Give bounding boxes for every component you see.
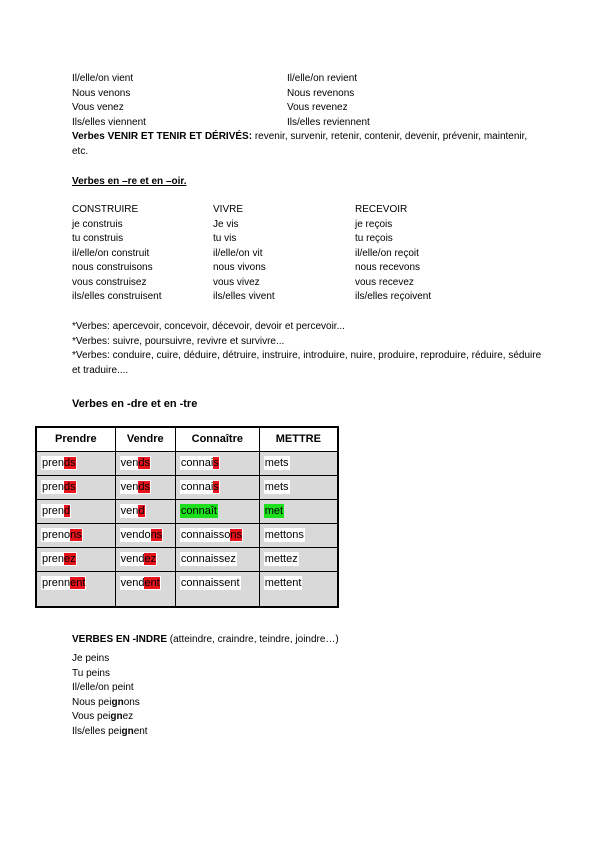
form-line xyxy=(72,725,148,740)
derives-list: revenir, survenir, retenir, contenir, devenir, prévenir, maintenir, etc. xyxy=(72,131,528,157)
form-line: il/elle/on reçoit xyxy=(355,247,419,259)
verb-form xyxy=(180,552,237,566)
form-line: tu construis xyxy=(72,233,124,244)
verb-form xyxy=(180,528,243,542)
verb-stem: vendo xyxy=(120,529,151,542)
verb-ending: ez xyxy=(64,553,76,566)
form-part: Ils/elles pei xyxy=(72,725,122,737)
table-header-row xyxy=(36,427,338,452)
recevoir-column xyxy=(355,203,431,305)
vivre-column xyxy=(213,203,275,305)
verb-ending: ds xyxy=(64,457,76,470)
table-cell xyxy=(175,476,259,500)
table-cell xyxy=(115,524,175,548)
table-cell xyxy=(175,548,259,572)
column-title: CONSTRUIRE xyxy=(72,204,139,215)
verb-stem: prenn xyxy=(42,577,71,589)
table-row xyxy=(36,524,338,548)
verb-form xyxy=(41,456,77,470)
table-cell xyxy=(36,572,115,608)
table-cell xyxy=(175,500,259,524)
verb-form xyxy=(264,456,290,470)
verb-stem: pren xyxy=(42,481,65,494)
verb-stem: vend xyxy=(120,553,145,566)
form-line: vous construisez xyxy=(72,276,147,288)
verb-stem: pren xyxy=(42,457,65,470)
section-heading-dre-tre: Verbes en -dre et en -tre xyxy=(72,398,198,410)
table-row xyxy=(36,500,338,524)
table-cell xyxy=(36,548,115,572)
form-part: Vous pei xyxy=(72,711,111,722)
form-stem-gn: gn xyxy=(121,725,134,737)
form-line: je construis xyxy=(72,218,123,230)
table-cell xyxy=(259,476,338,500)
form-line: vous recevez xyxy=(355,276,414,288)
verb-stem: pren xyxy=(42,553,65,566)
verb-form xyxy=(180,456,220,470)
table-cell xyxy=(36,500,115,524)
verb-stem: connaissez xyxy=(180,553,236,566)
form-line: je reçois xyxy=(355,218,393,230)
table-cell xyxy=(115,476,175,500)
form-line: Nous revenons xyxy=(287,87,355,99)
table-cell xyxy=(259,524,338,548)
table-row xyxy=(36,476,338,500)
verb-ending: ns xyxy=(230,529,243,542)
form-line: nous vivons xyxy=(213,262,266,273)
verb-form xyxy=(120,576,161,590)
form-line: vous vivez xyxy=(213,276,260,288)
verb-stem: mets xyxy=(264,457,289,470)
form-line: Ils/elles viennent xyxy=(72,116,146,128)
table-cell xyxy=(115,452,175,476)
verb-ending: ds xyxy=(64,481,76,494)
venir-tenir-derives xyxy=(72,130,542,159)
form-line xyxy=(72,667,148,682)
table-cell xyxy=(115,548,175,572)
construire-column xyxy=(72,203,161,305)
form-line: nous construisons xyxy=(72,262,153,273)
column-header: Vendre xyxy=(115,427,175,452)
verb-ending: s xyxy=(213,481,219,494)
verb-form: met xyxy=(264,505,284,518)
table-cell xyxy=(36,476,115,500)
verb-form xyxy=(180,480,220,494)
table-row xyxy=(36,548,338,572)
verb-stem: connaissent xyxy=(180,577,240,589)
verb-form xyxy=(120,456,151,470)
form-line: tu vis xyxy=(213,233,237,244)
verb-form xyxy=(41,504,71,518)
verb-ending: d xyxy=(138,505,145,518)
venir-forms xyxy=(72,72,146,130)
verb-form xyxy=(41,528,83,542)
form-line: Je vis xyxy=(213,218,239,230)
form-line xyxy=(72,681,148,696)
verb-form xyxy=(41,480,77,494)
table-cell xyxy=(36,452,115,476)
form-line: Il/elle/on vient xyxy=(72,73,134,84)
form-line: nous recevons xyxy=(355,262,421,273)
column-header: METTRE xyxy=(259,427,338,452)
form-line xyxy=(72,696,148,711)
verb-stem: ven xyxy=(120,481,139,494)
column-header: Prendre xyxy=(36,427,115,452)
conjugation-table xyxy=(35,426,339,608)
form-line: Vous revenez xyxy=(287,102,348,113)
indre-intro xyxy=(72,633,339,648)
table-cell xyxy=(259,548,338,572)
verb-ending: ent xyxy=(144,577,160,589)
verb-form xyxy=(180,576,241,590)
verb-stem: ven xyxy=(120,505,139,518)
form-ending: ent xyxy=(133,725,148,737)
verb-stem: mettent xyxy=(264,577,302,589)
form-ending: ons xyxy=(123,696,140,708)
table-cell xyxy=(259,500,338,524)
verb-stem: mettez xyxy=(264,553,298,566)
verb-ending: s xyxy=(213,457,219,470)
verb-ending: ds xyxy=(138,481,150,494)
verb-stem: vend xyxy=(120,577,145,589)
form-line: ils/elles construisent xyxy=(72,291,162,302)
verb-form xyxy=(264,480,290,494)
verb-stem: preno xyxy=(42,529,71,542)
table-cell xyxy=(115,500,175,524)
form-line: ils/elles vivent xyxy=(213,291,275,302)
venir-tenir-heading: Verbes VENIR ET TENIR ET DÉRIVÉS: xyxy=(72,131,253,142)
table-row xyxy=(36,452,338,476)
form-stem-gn: gn xyxy=(111,696,124,708)
section-heading-re-oir: Verbes en –re et en –oir. xyxy=(72,176,187,187)
form-line: il/elle/on vit xyxy=(213,247,263,259)
form-line: tu reçois xyxy=(355,233,393,244)
verb-ending: ez xyxy=(144,553,157,566)
verb-stem: connai xyxy=(180,481,214,494)
note-line: *Verbes: apercevoir, concevoir, décevoir, devoir et percevoir... xyxy=(72,321,345,332)
table-cell xyxy=(175,524,259,548)
indre-heading: VERBES EN -INDRE xyxy=(72,634,168,645)
verb-ending: d xyxy=(64,505,71,518)
form-part: Nous pei xyxy=(72,696,112,708)
verb-ending: ent xyxy=(70,577,86,589)
table-cell xyxy=(259,452,338,476)
verb-stem: pren xyxy=(42,505,65,518)
column-title: VIVRE xyxy=(213,204,244,215)
form-ending: ez xyxy=(122,711,134,722)
form-part: Il/elle/on peint xyxy=(72,682,134,693)
form-line: Nous venons xyxy=(72,87,131,99)
verb-stem: connai xyxy=(180,457,214,470)
table-cell xyxy=(259,572,338,608)
indre-forms xyxy=(72,652,148,739)
table-cell xyxy=(175,452,259,476)
column-title: RECEVOIR xyxy=(355,204,408,215)
verb-form: connaît xyxy=(180,505,217,518)
verb-stem: ven xyxy=(120,457,139,470)
verb-ending: ds xyxy=(138,457,150,470)
verb-form xyxy=(41,576,86,590)
form-line: Ils/elles reviennent xyxy=(287,116,370,128)
verb-stem: mettons xyxy=(264,529,304,542)
form-line: il/elle/on construit xyxy=(72,247,150,259)
revenir-forms xyxy=(287,72,370,130)
verb-form xyxy=(120,528,164,542)
table-cell xyxy=(175,572,259,608)
form-line xyxy=(72,652,148,667)
verb-form xyxy=(264,576,303,590)
column-header: Connaître xyxy=(175,427,259,452)
note-line: *Verbes: suivre, poursuivre, revivre et survivre... xyxy=(72,335,285,347)
verb-stem: connaisso xyxy=(180,529,231,542)
verb-ending: ns xyxy=(150,529,163,542)
table-row xyxy=(36,572,338,608)
verb-notes xyxy=(72,320,542,378)
note-line: *Verbes: conduire, cuire, déduire, détruire, instruire, introduire, nuire, produire, reproduire, réduire, séduire et traduire.... xyxy=(72,350,542,376)
verb-form xyxy=(120,552,157,566)
verb-ending: ns xyxy=(70,529,82,542)
form-part: Tu peins xyxy=(72,667,110,679)
indre-examples: (atteindre, craindre, teindre, joindre…) xyxy=(167,634,339,645)
form-line: Il/elle/on revient xyxy=(287,73,358,84)
form-line xyxy=(72,710,148,725)
form-line: ils/elles reçoivent xyxy=(355,291,432,302)
form-line: Vous venez xyxy=(72,102,124,113)
form-part: Je peins xyxy=(72,653,110,664)
table-cell xyxy=(115,572,175,608)
verb-form xyxy=(120,480,151,494)
verb-form xyxy=(264,528,305,542)
table-cell xyxy=(36,524,115,548)
verb-form xyxy=(120,504,146,518)
verb-stem: mets xyxy=(264,481,289,494)
verb-form xyxy=(264,552,299,566)
form-stem-gn: gn xyxy=(110,711,123,722)
verb-form xyxy=(41,552,77,566)
